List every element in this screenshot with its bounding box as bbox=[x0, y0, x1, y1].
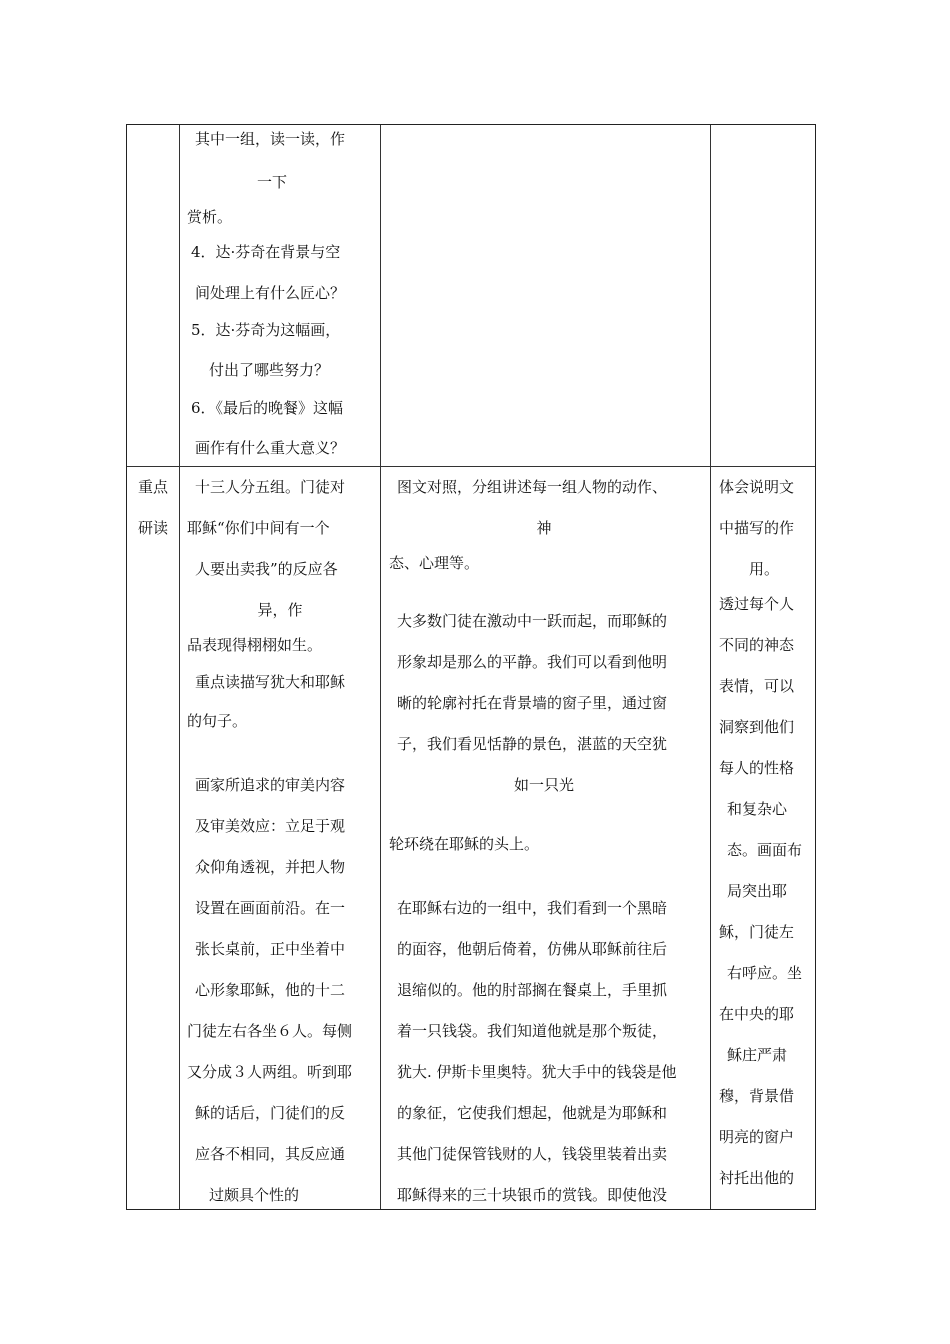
text-line: 及审美效应：立足于观 bbox=[195, 817, 346, 835]
text-line: 画作有什么重大意义？ bbox=[195, 439, 346, 457]
text-line: 耶稣“你们中间有一个 bbox=[187, 519, 330, 537]
text-line: 稣，门徒左 bbox=[719, 923, 795, 941]
text-line: 体会说明文 bbox=[719, 478, 795, 496]
row2-activity-cell bbox=[187, 466, 383, 1211]
text-line: 6．《最后的晚餐》这幅 bbox=[191, 399, 344, 417]
text-line: 其他门徒保管钱财的人，钱袋里装着出卖 bbox=[397, 1145, 668, 1163]
text-line: 透过每个人 bbox=[719, 595, 795, 613]
text-line: 人要出卖我”的反应各 bbox=[195, 560, 338, 578]
column-divider bbox=[179, 125, 180, 1209]
text-line: 晰的轮廓衬托在背景墙的窗子里，通过窗 bbox=[397, 694, 668, 712]
text-line: 局突出耶 bbox=[727, 882, 788, 900]
text-line: 的句子。 bbox=[187, 712, 248, 730]
text-line: 子，我们看见恬静的景色，湛蓝的天空犹 bbox=[397, 735, 668, 753]
text-line: 图文对照，分组讲述每一组人物的动作、 bbox=[397, 478, 668, 496]
text-line: 如一只光 bbox=[513, 776, 574, 794]
text-line: 间处理上有什么匠心？ bbox=[195, 284, 346, 302]
text-line: 犹大. 伊斯卡里奥特。犹大手中的钱袋是他 bbox=[397, 1063, 677, 1081]
text-line: 在中央的耶 bbox=[719, 1005, 795, 1023]
row2-teacher-cell bbox=[389, 466, 709, 1211]
text-line: 着一只钱袋。我们知道他就是那个叛徒， bbox=[397, 1022, 668, 1040]
text-line: 5．达·芬奇为这幅画， bbox=[191, 321, 341, 339]
row2-goal-cell bbox=[717, 466, 813, 1211]
text-line: 大多数门徒在激动中一跃而起，而耶稣的 bbox=[397, 612, 668, 630]
text-line: 稣的话后，门徒们的反 bbox=[195, 1104, 346, 1122]
row1-activity-cell bbox=[187, 125, 383, 466]
text-line: 心形象耶稣，他的十二 bbox=[195, 981, 346, 999]
lesson-plan-table bbox=[126, 124, 816, 1210]
text-line: 洞察到他们 bbox=[719, 718, 795, 736]
text-line: 的面容，他朝后倚着，仿佛从耶稣前往后 bbox=[397, 940, 668, 958]
text-line: 退缩似的。他的肘部搁在餐桌上，手里抓 bbox=[397, 981, 668, 999]
text-line: 赏析。 bbox=[187, 208, 233, 226]
text-line: 十三人分五组。门徒对 bbox=[195, 478, 346, 496]
text-line: 用。 bbox=[749, 560, 780, 578]
text-line: 和复杂心 bbox=[727, 800, 788, 818]
section-label-cell bbox=[127, 466, 179, 1211]
text-line: 设置在画面前沿。在一 bbox=[195, 899, 346, 917]
text-line: 稣庄严肃 bbox=[727, 1046, 788, 1064]
text-line: 中描写的作 bbox=[719, 519, 795, 537]
text-line: 4．达·芬奇在背景与空 bbox=[191, 243, 341, 261]
text-line: 其中一组，读一读，作 bbox=[195, 130, 346, 148]
text-line: 异，作 bbox=[257, 601, 303, 619]
text-line: 在耶稣右边的一组中，我们看到一个黑暗 bbox=[397, 899, 668, 917]
text-line: 神 bbox=[536, 519, 552, 537]
text-line: 轮环绕在耶稣的头上。 bbox=[389, 835, 540, 853]
text-line: 过颇具个性的 bbox=[209, 1186, 300, 1204]
text-line: 明亮的窗户 bbox=[719, 1128, 795, 1146]
text-line: 态、心理等。 bbox=[389, 554, 480, 572]
text-line: 形象却是那么的平静。我们可以看到他明 bbox=[397, 653, 668, 671]
text-line: 重点读描写犹大和耶稣 bbox=[195, 673, 346, 691]
text-line: 每人的性格 bbox=[719, 759, 795, 777]
text-line: 态。画面布 bbox=[727, 841, 803, 859]
text-line: 穆，背景借 bbox=[719, 1087, 795, 1105]
text-line: 画家所追求的审美内容 bbox=[195, 776, 346, 794]
text-line: 应各不相同，其反应通 bbox=[195, 1145, 346, 1163]
text-line: 的象征，它使我们想起，他就是为耶稣和 bbox=[397, 1104, 668, 1122]
text-line: 不同的神态 bbox=[719, 636, 795, 654]
text-line: 品表现得栩栩如生。 bbox=[187, 636, 323, 654]
text-line: 右呼应。坐 bbox=[727, 964, 803, 982]
text-line: 表情，可以 bbox=[719, 677, 795, 695]
text-line: 衬托出他的 bbox=[719, 1169, 795, 1187]
text-line: 一下 bbox=[256, 173, 287, 191]
section-label: 重点 bbox=[137, 478, 168, 496]
text-line: 张长桌前，正中坐着中 bbox=[195, 940, 346, 958]
text-line: 众仰角透视，并把人物 bbox=[195, 858, 346, 876]
text-line: 耶稣得来的三十块银币的赏钱。即使他没 bbox=[397, 1186, 668, 1204]
text-line: 付出了哪些努力？ bbox=[209, 361, 330, 379]
text-line: 又分成３人两组。听到耶 bbox=[187, 1063, 353, 1081]
section-label: 研读 bbox=[137, 519, 168, 537]
text-line: 门徒左右各坐６人。每侧 bbox=[187, 1022, 353, 1040]
